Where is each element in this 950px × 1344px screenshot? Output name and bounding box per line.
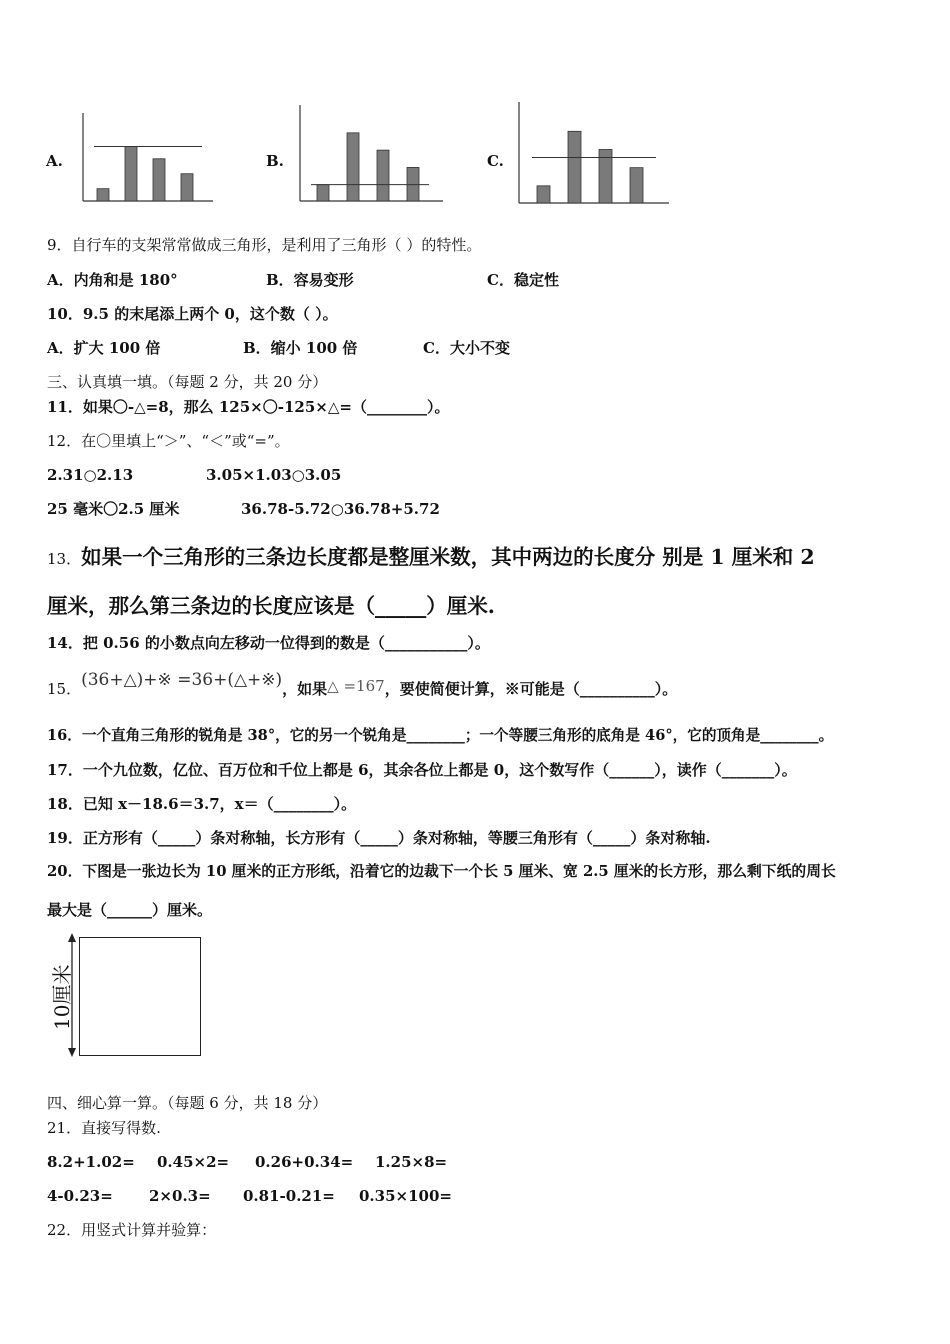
q10-option-c: C．大小不变 (423, 339, 510, 357)
bar-4 (630, 168, 643, 203)
q14: 14．把 0.56 的小数点向左移动一位得到的数是（___________）。 (47, 634, 490, 652)
q13-number: 13． (47, 550, 82, 568)
q15-mid: ，如果 (282, 680, 328, 698)
q10-option-a: A．扩大 100 倍 (47, 339, 161, 357)
bar-1 (317, 185, 329, 201)
q12-item-2: 3.05×1.03○3.05 (206, 466, 342, 484)
chart-a (80, 108, 215, 208)
square-figure (79, 937, 201, 1056)
q21-r2-c1: 4-0.23= (47, 1187, 113, 1205)
q13-line-1 (47, 543, 815, 571)
q17: 17．一个九位数，亿位、百万位和千位上都是 6，其余各位上都是 0，这个数写作（______），读作（_______）。 (47, 761, 797, 779)
q21-r1-c4: 1.25×8= (375, 1153, 448, 1171)
chart-b (297, 100, 445, 208)
q16: 16．一个直角三角形的锐角是 38°，它的另一个锐角是________；一个等腰三角形的底角是 46°，它的顶角是________。 (47, 727, 834, 744)
section-4-heading: 四、细心算一算。（每题 6 分，共 18 分） (47, 1094, 328, 1112)
q9-option-b: B．容易变形 (266, 271, 354, 289)
chart-a-label: A. (46, 152, 63, 170)
q12-item-1: 2.31○2.13 (47, 466, 134, 484)
q21-r2-c4: 0.35×100= (359, 1187, 452, 1205)
chart-c (516, 100, 671, 208)
q15-number: 15． (47, 680, 82, 698)
bar-2 (568, 131, 581, 203)
q21-r1-c2: 0.45×2= (157, 1153, 230, 1171)
bar-1 (537, 186, 550, 203)
q21-r1-c3: 0.26+0.34= (255, 1153, 354, 1171)
q20-line-2: 最大是（______）厘米。 (47, 901, 213, 919)
q9-option-a: A．内角和是 180° (47, 271, 178, 289)
q15-tail: ，要使简便计算，※可能是（__________）。 (384, 680, 678, 698)
q12-item-4: 36.78-5.72○36.78+5.72 (241, 500, 440, 518)
q21-r2-c3: 0.81-0.21= (243, 1187, 335, 1205)
q10-stem: 10．9.5 的末尾添上两个 0，这个数（ ）。 (47, 305, 338, 323)
q19: 19．正方形有（_____）条对称轴，长方形有（_____）条对称轴，等腰三角形有（_____）条对称轴. (47, 829, 711, 847)
q13-line-2: 厘米，那么第三条边的长度应该是（_____）厘米. (47, 594, 495, 618)
q12-item-3: 25 毫米〇2.5 厘米 (47, 500, 180, 518)
q11: 11．如果〇-△=8，那么 125×〇-125×△=（________）。 (47, 398, 450, 416)
q21-r1-c1: 8.2+1.02= (47, 1153, 135, 1171)
bar-4 (181, 174, 193, 201)
q22: 22．用竖式计算并验算： (47, 1221, 217, 1239)
q20-line-1: 20．下图是一张边长为 10 厘米的正方形纸，沿着它的边裁下一个长 5 厘米、宽 2.5 厘米的长方形，那么剩下纸的周长 (47, 863, 836, 880)
q18: 18．已知 x－18.6＝3.7，x＝（________）。 (47, 795, 357, 813)
bar-3 (377, 150, 389, 201)
q12-stem: 12．在〇里填上“＞”、“＜”或“=”。 (47, 432, 290, 450)
chart-c-label: C. (487, 152, 504, 170)
q13-text-1: 如果一个三角形的三条边长度都是整厘米数，其中两边的长度分 别是 1 厘米和 2 (81, 545, 815, 569)
q21-r2-c2: 2×0.3= (149, 1187, 211, 1205)
bar-3 (153, 159, 165, 201)
section-3-heading: 三、认真填一填。（每题 2 分，共 20 分） (47, 373, 328, 391)
bar-1 (97, 189, 109, 201)
chart-b-label: B. (266, 152, 284, 170)
bar-2 (347, 133, 359, 201)
q9-option-c: C．稳定性 (487, 271, 559, 289)
q9-stem: 9．自行车的支架常常做成三角形，是利用了三角形（ ）的特性。 (47, 236, 482, 254)
q21-stem: 21．直接写得数. (47, 1119, 161, 1137)
bar-2 (125, 146, 137, 201)
q15-condition: △ =167 (327, 677, 385, 695)
side-length-label: 10厘米 (50, 964, 74, 1030)
q15 (47, 670, 678, 699)
q10-option-b: B．缩小 100 倍 (243, 339, 358, 357)
q15-formula: (36+△)+※ =36+(△+※) (81, 670, 283, 690)
